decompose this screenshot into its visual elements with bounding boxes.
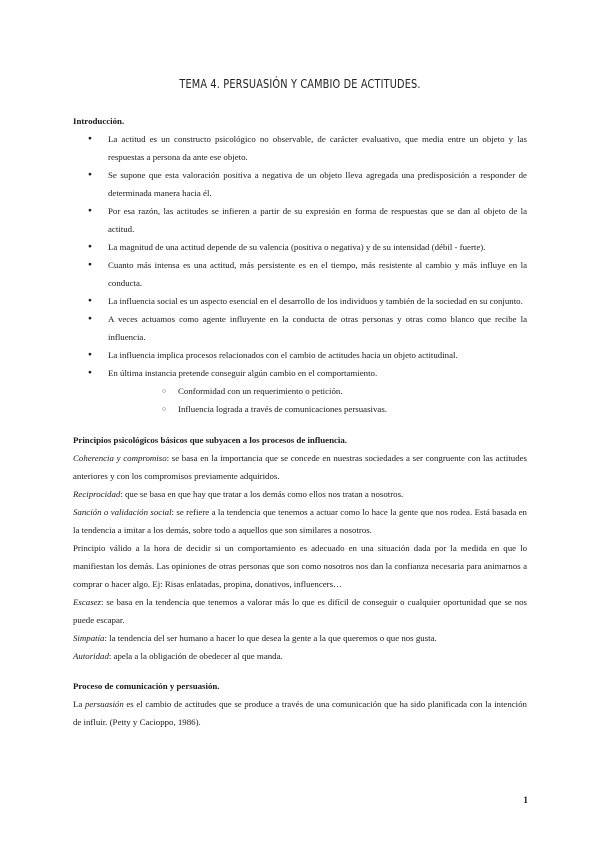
page-title: TEMA 4. PERSUASIÓN Y CAMBIO DE ACTITUDES. — [179, 76, 421, 91]
principle-paragraph: Sanción o validación social: se refiere a la tendencia que tenemos a actuar como lo hace la gente que nos rodea. Está basada en la tendencia a imitar a los demás, sobre todo a aquellos que son similares a nosotros. — [73, 507, 527, 535]
list-item: ● Por esa razón, las actitudes se infieren a partir de su expresión en forma de respuestas que se dan al objeto de la actitud. — [73, 202, 527, 238]
list-item: ● La actitud es un constructo psicológico no observable, de carácter evaluativo, que media entre un objeto y las respuestas a persona da ante ese objeto. — [73, 130, 527, 166]
principle-paragraph: Reciprocidad: que se basa en que hay que tratar a los demás como ellos nos tratan a nosotros. — [73, 489, 404, 499]
document-body — [73, 112, 527, 731]
sub-bullet-list — [108, 382, 527, 418]
principle-explanation: Principio válido a la hora de decidir si un comportamiento es adecuado en una situación dada por la medida en que lo manifiestan los demás. Las opiniones de otras personas que son como nosotros nos dan la confianza necesaria para animarnos a comprar o hacer algo. Ej: Risas enlatadas, propina, donativos, influencers… — [73, 543, 527, 589]
principle-paragraph: Coherencia y compromiso: se basa en la importancia que se concede en nuestras sociedades a ser congruente con las actitudes anteriores y con los compromisos previamente adquiridos. — [73, 453, 527, 481]
principle-term: Reciprocidad — [73, 489, 121, 499]
list-item: ● Se supone que esta valoración positiva a negativa de un objeto lleva agregada una predisposición a responder de determinada manera hacia él. — [73, 166, 527, 202]
intro-bullet-list — [73, 130, 527, 418]
principles-heading: Principios psicológicos básicos que subyacen a los procesos de influencia. — [73, 435, 348, 445]
list-item — [73, 364, 527, 418]
intro-heading: Introducción. — [73, 116, 125, 126]
page-number: 1 — [523, 796, 528, 806]
list-item-text: En última instancia pretende conseguir algún cambio en el comportamiento. — [108, 368, 378, 378]
list-item: ● La influencia social es un aspecto esencial en el desarrollo de los individuos y también de la sociedad en su conjunto. — [73, 292, 527, 310]
principle-paragraph: Escasez: se basa en la tendencia que tenemos a valorar más lo que es difícil de conseguir o cualquier oportunidad que se nos puede escapar. — [73, 597, 527, 625]
principle-term: Simpatía — [73, 633, 105, 643]
process-paragraph: La persuasión es el cambio de actitudes que se produce a través de una comunicación que ha sido planificada con la intención de influir. (Petty y Cacioppo, 1986). — [73, 699, 527, 727]
principle-paragraph: Autoridad: apela a la obligación de obedecer al que manda. — [73, 651, 283, 661]
principle-term: Escasez — [73, 597, 101, 607]
sub-list-item: ○ Influencia lograda a través de comunicaciones persuasivas. — [108, 400, 527, 418]
sub-list-item: ○ Conformidad con un requerimiento o petición. — [108, 382, 527, 400]
process-heading: Proceso de comunicación y persuasión. — [73, 681, 220, 691]
principle-term: Coherencia y compromiso — [73, 453, 167, 463]
list-item: ● A veces actuamos como agente influyente en la conducta de otras personas y otras como blanco que recibe la influencia. — [73, 310, 527, 346]
list-item: ● La magnitud de una actitud depende de su valencia (positiva o negativa) y de su intensidad (débil - fuerte). — [73, 238, 527, 256]
process-term: persuasión — [84, 699, 124, 709]
principle-term: Autoridad — [73, 651, 109, 661]
list-item: ● La influencia implica procesos relacionados con el cambio de actitudes hacia un objeto actitudinal. — [73, 346, 527, 364]
principle-term: Sanción o validación social — [73, 507, 172, 517]
principle-paragraph: Simpatía: la tendencia del ser humano a hacer lo que desea la gente a la que queremos o que nos gusta. — [73, 633, 437, 643]
list-item: ● Cuanto más intensa es una actitud, más persistente es en el tiempo, más resistente al cambio y más influye en la conducta. — [73, 256, 527, 292]
